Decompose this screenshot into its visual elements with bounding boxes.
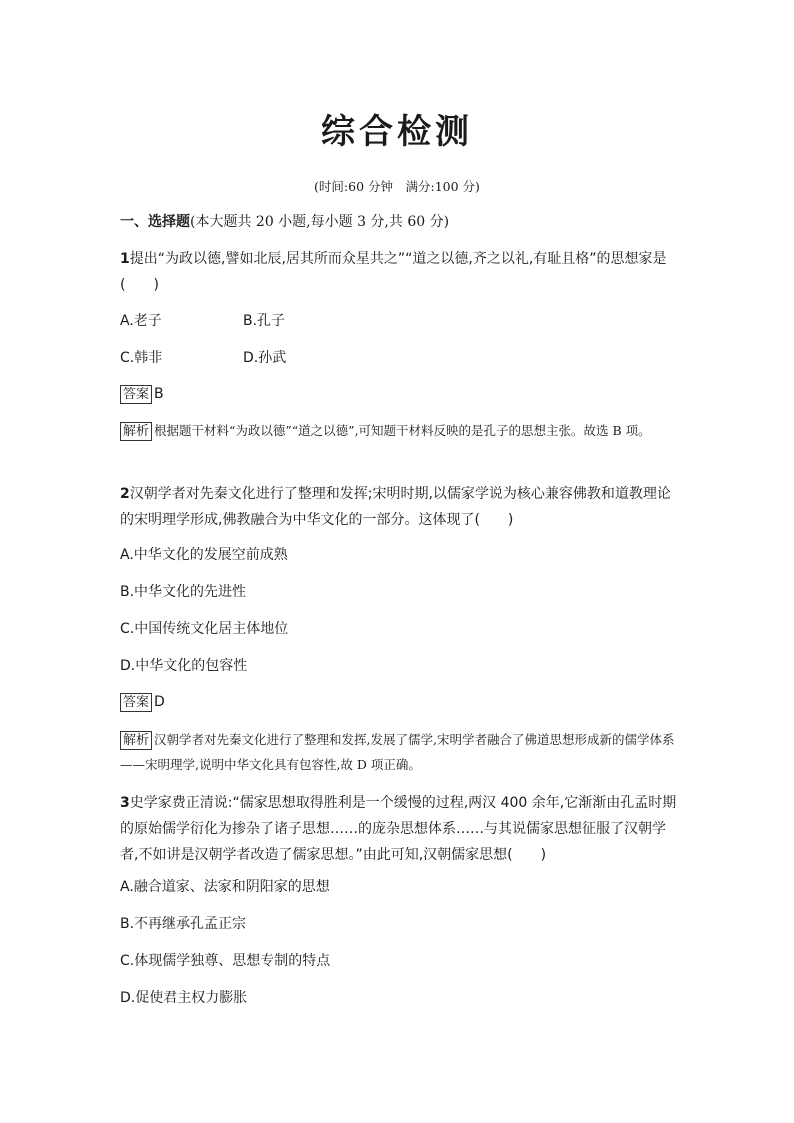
explanation-block [120,418,680,443]
section-detail: (本大题共 20 小题,每小题 3 分,共 60 分) [190,214,450,230]
section-prefix: 一、 [120,214,148,230]
answer-value: B [154,386,164,402]
answer-row [120,692,165,712]
section-heading [120,211,680,231]
explanation-text: 根据题干材料“为政以德”“道之以德”,可知题干材料反映的是孔子的思想主张。故选 B 项。 [154,423,651,438]
option-b: B.中华文化的先进性 [120,584,247,600]
option-c: C.韩非 [120,350,163,366]
option-c: C.体现儒学独尊、思想专制的特点 [120,953,331,969]
option-a: A.中华文化的发展空前成熟 [120,547,288,563]
question-stem: 汉朝学者对先秦文化进行了整理和发挥;宋明时期,以儒家学说为核心兼容佛教和道教理论的宋明理学形成,佛教融合为中华文化的一部分。这体现了( ) [120,486,671,528]
question-number: 3 [120,795,130,811]
option-d: D.中华文化的包容性 [120,658,248,674]
explanation-block [120,727,680,777]
answer-value: D [154,694,165,710]
option-a: A.融合道家、法家和阴阳家的思想 [120,879,330,895]
option-d: D.促使君主权力膨胀 [120,990,248,1006]
question-3 [120,790,680,868]
exam-info: (时间:60 分钟 满分:100 分) [314,179,480,194]
option-c: C.中国传统文化居主体地位 [120,621,289,637]
answer-tag: 答案 [120,693,152,712]
question-2 [120,481,680,533]
question-stem: 提出“为政以德,譬如北辰,居其所而众星共之”“道之以德,齐之以礼,有耻且格”的思想家是( ) [120,251,667,293]
option-a: A.老子 [120,313,162,329]
option-b: B.不再继承孔孟正宗 [120,916,247,932]
explanation-tag: 解析 [120,731,152,750]
explanation-text: 汉朝学者对先秦文化进行了整理和发挥,发展了儒学,宋明学者融合了佛道思想形成新的儒学体系——宋明理学,说明中华文化具有包容性,故 D 项正确。 [120,732,675,772]
question-stem: 史学家费正清说:“儒家思想取得胜利是一个缓慢的过程,两汉 400 余年,它渐渐由孔孟时期的原始儒学衍化为掺杂了诸子思想……的庞杂思想体系……与其说儒家思想征服了汉朝学者,不如讲是汉朝学者改造了儒家思想。”由此可知,汉朝儒家思想( ) [120,795,677,863]
option-b: B.孔子 [243,313,286,329]
option-d: D.孙武 [243,350,287,366]
question-number: 1 [120,251,130,267]
page-title: 综合检测 [321,112,473,152]
answer-row [120,384,164,404]
explanation-tag: 解析 [120,422,152,441]
question-number: 2 [120,486,130,502]
answer-tag: 答案 [120,385,152,404]
section-title: 选择题 [148,214,190,230]
question-1 [120,246,680,298]
